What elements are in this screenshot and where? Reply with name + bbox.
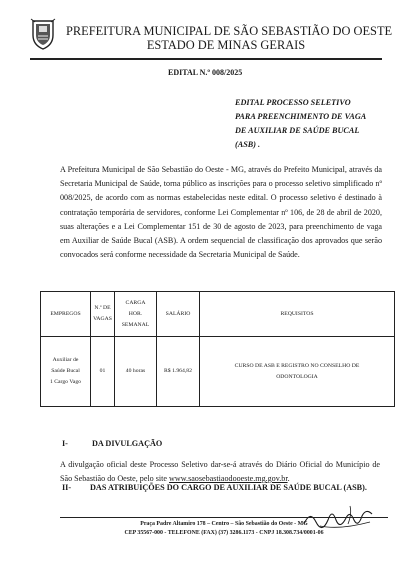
coat-of-arms-icon (30, 18, 56, 50)
title-line: DE AUXILIAR DE SAÚDE BUCAL (235, 126, 360, 135)
section-2-number: II- (62, 483, 72, 492)
section-1-text: A divulgação oficial deste Processo Seletivo dar-se-á através do Diário Oficial do Município de São Sebastião do Oeste, pelo site www.saosebastiaodooeste.mg.gov.br. (60, 460, 380, 483)
cell-requisitos: CURSO DE ASB E REGISTRO NO CONSELHO DE ODONTOLOGIA (200, 337, 395, 407)
edital-number: EDITAL N.º 008/2025 (168, 68, 243, 77)
section-2-title: DAS ATRIBUIÇÕES DO CARGO DE AUXILIAR DE SAÚDE BUCAL (ASB). (90, 483, 367, 492)
header-vagas: N.º DE VAGAS (91, 292, 115, 337)
intro-paragraph: A Prefeitura Municipal de São Sebastião do Oeste - MG, através do Prefeito Municipal, através da Secretaria Municipal de Saúde, torna público as inscrições para o processo seletivo simplificado nº 008/2025, de acordo com as normas estabelecidas neste edital. O processo seletivo é destinado à contratação temporária de servidores, conforme Lei Complementar nº 106, de 28 de abril de 2020, suas alterações e a Lei Complementar 151 de 30 de agosto de 2023, para preenchimento de vaga em Auxiliar de Saúde Bucal (ASB). A ordem sequencial de classificação dos aprovados que serão convocados será conforme necessidade da Secretaria Municipal de Saúde. (60, 165, 382, 260)
cell-salario: R$ 1.964,82 (157, 337, 200, 407)
header-divider (30, 58, 382, 60)
official-site-link[interactable]: www.saosebastiaodooeste.mg.gov.br (169, 474, 288, 483)
section-1-number: I- (62, 439, 68, 448)
header-salario: SALÁRIO (157, 292, 200, 337)
vacancy-table (40, 291, 395, 407)
cell-vagas: 01 (91, 337, 115, 407)
section-1-title: DA DIVULGAÇÃO (92, 439, 163, 448)
footer-divider (60, 517, 388, 518)
municipality-name: PREFEITURA MUNICIPAL DE SÃO SEBASTIÃO DO OESTE (66, 24, 393, 38)
title-line: EDITAL PROCESSO SELETIVO (235, 98, 351, 107)
cell-emprego: Auxiliar de Saúde Bucal 1 Cargo Vago (41, 337, 91, 407)
title-line: PARA PREENCHIMENTO DE VAGA (235, 112, 367, 121)
header-requisitos: REQUISITOS (200, 292, 395, 337)
document-title (235, 96, 385, 152)
footer-contact: CEP 35567-000 - TELEFONE (FAX) (37) 3286.1173 - CNPJ 18.308.734/0001-06 (124, 530, 324, 536)
footer-address: Praça Padre Altamiro 178 – Centro – São Sebastião do Oeste - MG (140, 521, 308, 527)
header-empregos: EMPREGOS (41, 292, 91, 337)
state-name: ESTADO DE MINAS GERAIS (146, 38, 306, 52)
title-line: (ASB) . (235, 140, 261, 149)
table-header-row (41, 292, 395, 337)
header-carga: CARGA HOR. SEMANAL (115, 292, 157, 337)
table-row (41, 337, 395, 407)
cell-carga: 40 horas (115, 337, 157, 407)
